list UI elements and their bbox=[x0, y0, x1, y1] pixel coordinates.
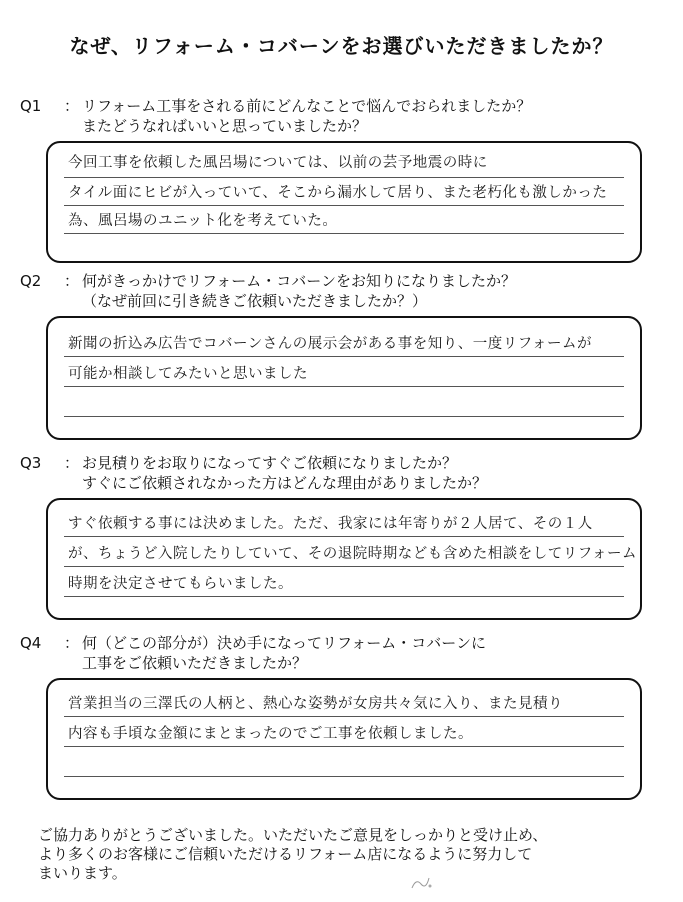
footer-message bbox=[38, 826, 668, 883]
answer-line: 可能か相談してみたいと思いました bbox=[68, 366, 308, 382]
question-number: Q2 bbox=[20, 272, 42, 290]
question-text-line: お見積りをお取りになってすぐご依頼になりましたか？ bbox=[82, 454, 458, 472]
writing-rule bbox=[64, 596, 624, 597]
writing-rule bbox=[64, 746, 624, 747]
answer-line: 今回工事を依頼した風呂場については、以前の芸予地震の時に bbox=[68, 155, 488, 171]
answer-box-3 bbox=[46, 498, 642, 620]
answer-line: 為、風呂場のユニット化を考えていた。 bbox=[68, 213, 338, 229]
footer-line: まいります。 bbox=[38, 864, 127, 882]
answer-line: 内容も手頃な金額にまとまったのでご工事を依頼しました。 bbox=[68, 726, 473, 742]
question-colon: ： bbox=[64, 272, 80, 290]
writing-rule bbox=[64, 205, 624, 206]
question-colon: ： bbox=[64, 97, 80, 115]
answer-line: タイル面にヒビが入っていて、そこから漏水して居り、また老朽化も激しかった bbox=[68, 185, 608, 201]
question-text-line: （なぜ前回に引き続きご依頼いただきましたか？） bbox=[82, 292, 428, 310]
question-text-line: またどうなればいいと思っていましたか？ bbox=[82, 117, 368, 135]
answer-line: が、ちょうど入院したりしていて、その退院時期なども含めた相談をしてリフォーム bbox=[68, 546, 637, 562]
question-text-line: 工事をご依頼いただきましたか？ bbox=[82, 654, 308, 672]
answer-line: 時期を決定させてもらいました。 bbox=[68, 576, 293, 592]
writing-rule bbox=[64, 177, 624, 178]
question-text-line: 何（どこの部分が）決め手になってリフォーム・コバーンに bbox=[82, 634, 486, 652]
answer-line: すぐ依頼する事には決めました。ただ、我家には年寄りが２人居て、その１人 bbox=[68, 516, 593, 532]
writing-rule bbox=[64, 536, 624, 537]
answer-box-2 bbox=[46, 316, 642, 440]
answer-box-4 bbox=[46, 678, 642, 800]
question-number: Q4 bbox=[20, 634, 42, 652]
writing-rule bbox=[64, 356, 624, 357]
question-colon: ： bbox=[64, 634, 80, 652]
question-colon: ： bbox=[64, 454, 80, 472]
footer-line: より多くのお客様にご信頼いただけるリフォーム店になるように努力して bbox=[38, 845, 533, 863]
question-text-line: リフォーム工事をされる前にどんなことで悩んでおられましたか？ bbox=[82, 97, 532, 115]
question-text-line: 何がきっかけでリフォーム・コバーンをお知りになりましたか？ bbox=[82, 272, 516, 290]
writing-rule bbox=[64, 566, 624, 567]
page-title: なぜ、リフォーム・コバーンをお選びいただきましたか？ bbox=[69, 34, 614, 58]
writing-rule bbox=[64, 386, 624, 387]
writing-rule bbox=[64, 416, 624, 417]
answer-line: 営業担当の三澤氏の人柄と、熱心な姿勢が女房共々気に入り、また見積り bbox=[68, 696, 563, 712]
writing-rule bbox=[64, 716, 624, 717]
question-text-line: すぐにご依頼されなかった方はどんな理由がありましたか？ bbox=[82, 474, 488, 492]
answer-line: 新聞の折込み広告でコバーンさんの展示会がある事を知り、一度リフォームが bbox=[68, 336, 592, 352]
question-number: Q1 bbox=[20, 97, 42, 115]
writing-rule bbox=[64, 776, 624, 777]
scan-smudge bbox=[408, 872, 438, 894]
answer-box-1 bbox=[46, 141, 642, 263]
question-number: Q3 bbox=[20, 454, 42, 472]
writing-rule bbox=[64, 233, 624, 234]
footer-line: ご協力ありがとうございました。いただいたご意見をしっかりと受け止め、 bbox=[38, 826, 548, 844]
